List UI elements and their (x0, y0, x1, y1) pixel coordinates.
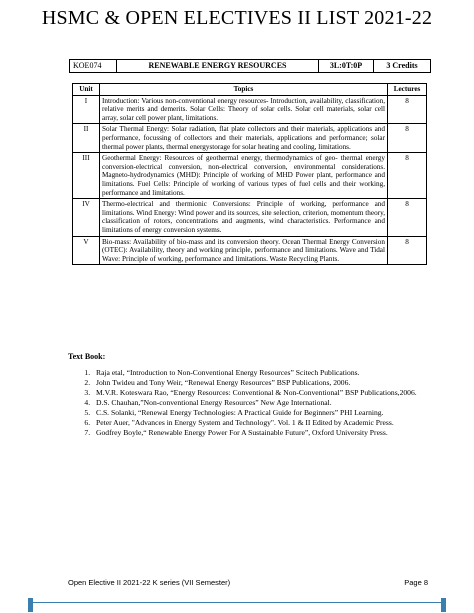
unit-topics: Introduction: Various non-conventional energy resources- Introduction, availability, classification, relative merits and demerits. Solar Cells: Theory of solar cells. Solar cell materials, solar cell array, solar cell power plant, limitations. (100, 95, 388, 124)
course-code: KOE074 (70, 60, 117, 72)
unit-lectures: 8 (388, 199, 427, 236)
list-item: 7. Godfrey Boyle,“ Renewable Energy Power For A Sustainable Future”, Oxford University Press. (92, 428, 432, 437)
unit-number: V (73, 236, 100, 265)
list-item: 1. Raja etal, “Introduction to Non-Conventional Energy Resources” Scitech Publications. (92, 368, 432, 377)
unit-lectures: 8 (388, 236, 427, 265)
header-topics: Topics (100, 84, 388, 96)
table-row (73, 95, 427, 124)
unit-number: II (73, 124, 100, 153)
table-header-row (73, 84, 427, 96)
list-item: 5. C.S. Solanki, “Renewal Energy Technologies: A Practical Guide for Beginners” PHI Learning. (92, 408, 432, 417)
header-unit: Unit (73, 84, 100, 96)
list-item: 2. John Twideu and Tony Weir, “Renewal Energy Resources” BSP Publications, 2006. (92, 378, 432, 387)
course-credits: 3 Credits (386, 61, 418, 70)
unit-lectures: 8 (388, 95, 427, 124)
table-row (73, 236, 427, 265)
footer-rule (28, 602, 446, 603)
unit-number: III (73, 153, 100, 199)
course-name: RENEWABLE ENERGY RESOURCES (148, 61, 287, 70)
course-header (69, 59, 431, 73)
page-footer (68, 578, 428, 587)
table-row (73, 153, 427, 199)
unit-topics: Bio-mass: Availability of bio-mass and its conversion theory. Ocean Thermal Energy Conversion (OTEC): Availability, theory and working principle, performance and limitations. Wave and Tidal Wave: Principle of working, performance and limitations. Waste Recycling Plants. (100, 236, 388, 265)
header-lectures: Lectures (388, 84, 427, 96)
footer-series: Open Elective II 2021-22 K series (VII Semester) (68, 578, 231, 587)
textbook-list (78, 368, 432, 438)
unit-number: IV (73, 199, 100, 236)
list-item: 6. Peter Auer, "Advances in Energy System and Technology". Vol. 1 & II Edited by Academic Press. (92, 418, 432, 427)
textbook-heading: Text Book: (68, 352, 106, 361)
unit-topics: Solar Thermal Energy: Solar radiation, flat plate collectors and their materials, applications and performance, focussing of collectors and their materials, applications and performance; solar thermal power plants, thermal energystorage for solar heating and cooling, limitations. (100, 124, 388, 153)
footer-rule-left-cap (28, 598, 33, 612)
unit-lectures: 8 (388, 153, 427, 199)
list-item: 3. M.V.R. Koteswara Rao, “Energy Resources: Conventional & Non-Conventional” BSP Publications,2006. (92, 388, 432, 397)
syllabus-table (72, 83, 427, 265)
unit-topics: Geothermal Energy: Resources of geothermal energy, thermodynamics of geo- thermal energy conversion-electrical conversion, non-electrical conversion, environmental considerations. Magneto-hydrodynamics (MHD): Principle of working of MHD Power plant, performance and limitations. Fuel Cells: Principle of working of various types of fuel cells and their working, performance and limitations. (100, 153, 388, 199)
list-item: 4. D.S. Chauhan,”Non-conventional Energy Resources” New Age International. (92, 398, 432, 407)
table-row (73, 124, 427, 153)
page-number: Page 8 (404, 578, 428, 587)
unit-lectures: 8 (388, 124, 427, 153)
unit-number: I (73, 95, 100, 124)
course-ltp: 3L:0T:0P (318, 60, 374, 72)
footer-rule-right-cap (441, 598, 446, 612)
unit-topics: Thermo-electrical and thermionic Conversions: Principle of working, performance and limitations. Wind Energy: Wind power and its sources, site selection, criterion, momentum theory, classification of rotors, concentrations and augments, wind characteristics. Performance and limitations of energy conversion systems. (100, 199, 388, 236)
page-title: HSMC & OPEN ELECTIVES II LIST 2021-22 (41, 7, 433, 29)
table-row (73, 199, 427, 236)
